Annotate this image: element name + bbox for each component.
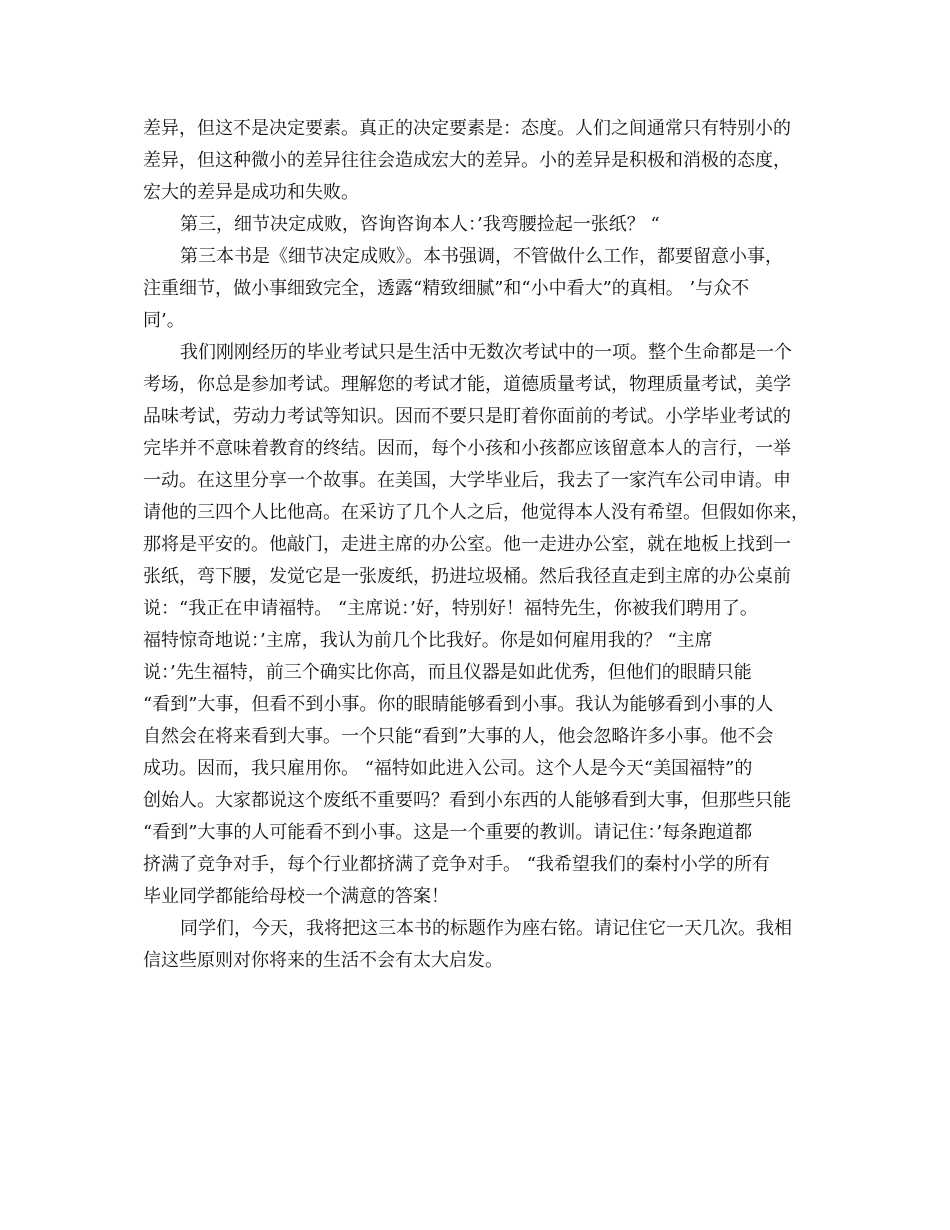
text-line: 差异，但这种微小的差异往往会造成宏大的差异。小的差异是积极和消极的态度， — [143, 150, 791, 171]
text-line: “看到”大事的人可能看不到小事。这是一个重要的教训。请记住：’每条跑道都 — [143, 822, 753, 843]
text-line: “看到”大事，但看不到小事。你的眼睛能够看到小事。我认为能够看到小事的人 — [143, 694, 774, 715]
text-line: 我们刚刚经历的毕业考试只是生活中无数次考试中的一项。整个生命都是一个 — [180, 342, 792, 363]
paragraph — [143, 913, 813, 977]
text-line: 说：“我正在申请福特。 “主席说：’好，特别好！福特先生，你被我们聘用了。 — [143, 598, 758, 619]
text-line: 宏大的差异是成功和失败。 — [143, 182, 359, 203]
text-line: 注重细节，做小事细致完全，透露“精致细腻”和“小中看大”的真相。 ’与众不 — [143, 278, 750, 299]
paragraph — [143, 241, 813, 337]
text-line: 同学们，今天，我将把这三本书的标题作为座右铭。请记住它一天几次。我相 — [180, 918, 792, 939]
text-line: 完毕并不意味着教育的终结。因而，每个小孩和小孩都应该留意本人的言行，一举 — [143, 438, 791, 459]
text-line: 张纸，弯下腰，发觉它是一张废纸，扔进垃圾桶。然后我径直走到主席的办公桌前 — [143, 566, 791, 587]
text-line: 差异，但这不是决定要素。真正的决定要素是：态度。人们之间通常只有特别小的 — [143, 118, 791, 139]
text-line: 说：’先生福特，前三个确实比你高，而且仪器是如此优秀，但他们的眼睛只能 — [143, 662, 752, 683]
text-line: 第三，细节决定成败，咨询咨询本人：’我弯腰捡起一张纸？ “ — [180, 214, 660, 235]
paragraph — [143, 113, 813, 209]
text-line: 同’。 — [143, 310, 185, 331]
text-line: 品味考试，劳动力考试等知识。因而不要只是盯着你面前的考试。小学毕业考试的 — [143, 406, 791, 427]
paragraph — [143, 337, 813, 913]
paragraph — [143, 209, 813, 241]
text-line: 挤满了竞争对手，每个行业都挤满了竞争对手。 “我希望我们的秦村小学的所有 — [143, 854, 770, 875]
text-line: 毕业同学都能给母校一个满意的答案！ — [143, 886, 449, 907]
text-line: 自然会在将来看到大事。一个只能“看到”大事的人，他会忽略许多小事。他不会 — [143, 726, 774, 747]
text-line: 信这些原则对你将来的生活不会有太大启发。 — [143, 950, 503, 971]
text-line: 请他的三四个人比他高。在采访了几个人之后，他觉得本人没有希望。但假如你来， — [143, 502, 809, 523]
text-line: 考场，你总是参加考试。理解您的考试才能，道德质量考试，物理质量考试，美学 — [143, 374, 791, 395]
text-line: 成功。因而，我只雇用你。 “福特如此进入公司。这个人是今天“美国福特”的 — [143, 758, 753, 779]
text-line: 福特惊奇地说：’主席，我认为前几个比我好。你是如何雇用我的？ “主席 — [143, 630, 713, 651]
text-line: 创始人。大家都说这个废纸不重要吗？看到小东西的人能够看到大事，但那些只能 — [143, 790, 791, 811]
body-text — [143, 113, 813, 977]
text-line: 第三本书是《细节决定成败》。本书强调，不管做什么工作，都要留意小事， — [180, 246, 783, 267]
text-line: 那将是平安的。他敲门，走进主席的办公室。他一走进办公室，就在地板上找到一 — [143, 534, 791, 555]
text-line: 一动。在这里分享一个故事。在美国，大学毕业后，我去了一家汽车公司申请。申 — [143, 470, 791, 491]
